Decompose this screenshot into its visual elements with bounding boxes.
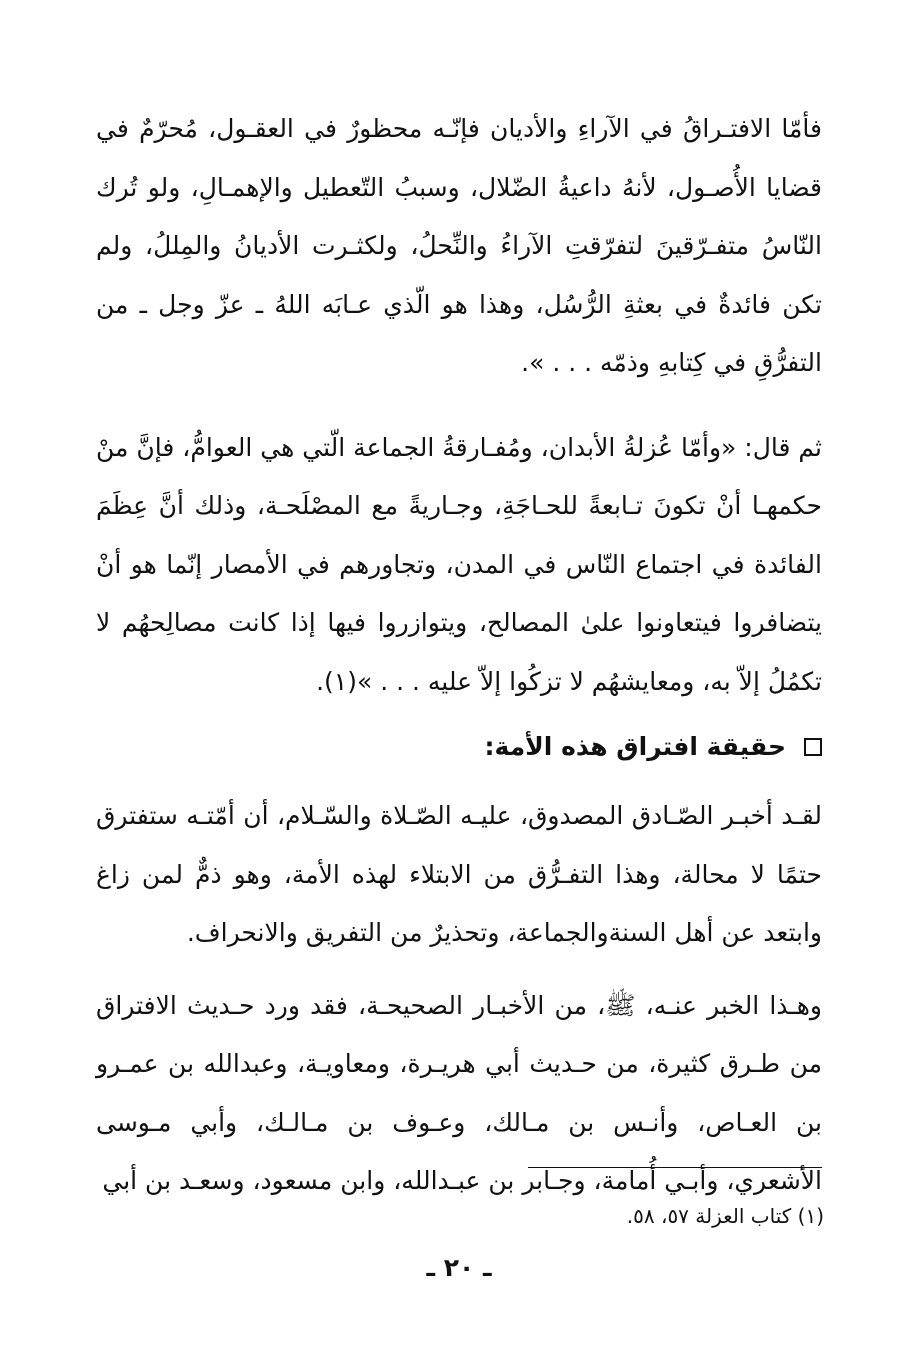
section-heading-text: حقيقة افتراق هذه الأمة: [484,732,786,761]
section-heading [96,717,822,777]
paragraph-1: فأمّا الافتـراقُ في الآراءِ والأديان فإنّـه محظورٌ في العقـول، مُحرّمٌ في قضايا الأُصـول، لأنهُ داعيةُ الضّلال، وسببُ التّعطيل والإهمـالِ، ولو تُرك النّاسُ متفـرّقينَ لتفرّقتِ الآراءُ والنِّحلُ، ولكثـرت الأديانُ والمِللُ، ولم تكن فائدةٌ في بعثةِ الرُّسُل، وهذا هو الّذي عـابَه اللهُ ـ عزّ وجل ـ من التفرُّقِ في كِتابهِ وذمّه . . . ». [96,114,822,377]
paragraph-4: وهـذا الخبر عنـه، ﷺ، من الأخبـار الصحيحـة، فقد ورد حـديث الافتراق من طـرق كثيرة، من حـديث أبي هريـرة، ومعاويـة، وعبدالله بن عمـرو بن العـاص، وأنـس بن مـالك، وعـوف بن مـالـك، وأبي مـوسى الأشعري، وأبـي أُمامة، وجـابر بن عبـدالله، وابن مسعود، وسعـد بن أبي [96,990,822,1195]
footnote-divider [528,1167,822,1168]
paragraph-3: لقـد أخبـر الصّـادق المصدوق، عليـه الصّـلاة والسّـلام، أن أمّتـه ستفترق حتمًا لا محالة، وهذا التفـرُّق من الابتلاء لهذه الأمة، وهو ذمٌّ لمن زاغ وابتعد عن أهل السنةوالجماعة، وتحذيرٌ من التفريق والانحراف. [96,801,822,947]
checkbox-square-icon [804,738,822,756]
footnote: (١) كتاب العزلة ٥٧، ٥٨. [626,1204,824,1228]
body-text [96,100,822,1211]
paragraph-2: ثم قال: «وأمّا عُزلةُ الأبدان، ومُفـارقةُ الجماعة الّتي هي العوامُّ، فإنَّ منْ حكمهـا أنْ تكونَ تـابعةً للحـاجَةِ، وجـاريةً مع المصْلَحـة، وذلك أنَّ عِظَمَ الفائدة في اجتماع النّاس في المدن، وتجاورهم في الأمصار إنّما هو أنْ يتضافروا فيتعاونوا علىٰ المصالح، ويتوازروا فيها إذا كانت مصالِحهُم لا تكمُلُ إلاّ به، ومعايشهُم لا تزكُوا إلاّ عليه . . . »(١). [96,432,822,696]
page-number: ـ ٢٠ ـ [426,1253,492,1282]
